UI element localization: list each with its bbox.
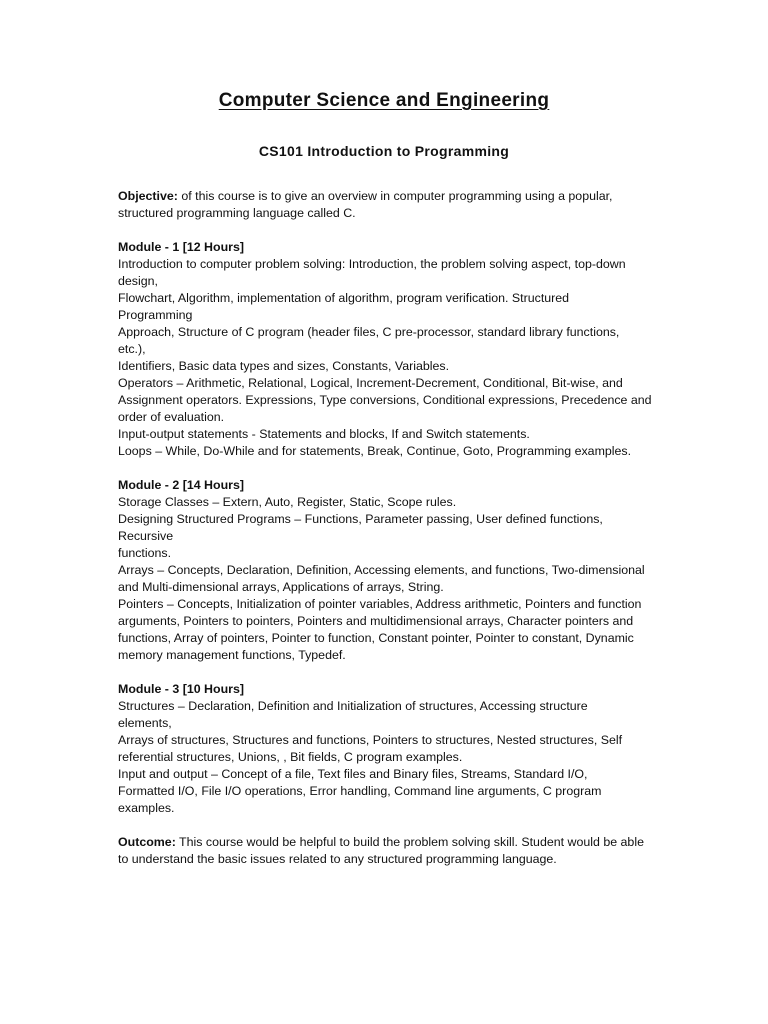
module-2-section bbox=[118, 477, 650, 664]
outcome-line-2: to understand the basic issues related to any structured programming language. bbox=[118, 852, 557, 866]
module-line: and Multi-dimensional arrays, Applications of arrays, String. bbox=[118, 580, 444, 594]
module-line: Pointers – Concepts, Initialization of pointer variables, Address arithmetic, Pointers and function bbox=[118, 597, 642, 611]
module-line: Identifiers, Basic data types and sizes, Constants, Variables. bbox=[118, 359, 450, 373]
module-line: design, bbox=[118, 274, 158, 288]
module-line: referential structures, Unions, , Bit fields, C program examples. bbox=[118, 750, 463, 764]
objective-line-1 bbox=[118, 188, 650, 205]
module-line: Input-output statements - Statements and blocks, If and Switch statements. bbox=[118, 427, 530, 441]
objective-label: Objective: bbox=[118, 189, 178, 203]
module-line: etc.), bbox=[118, 342, 146, 356]
module-line: Assignment operators. Expressions, Type conversions, Conditional expressions, Precedence and bbox=[118, 393, 652, 407]
outcome-line-1 bbox=[118, 834, 650, 851]
module-line: Introduction to computer problem solving: Introduction, the problem solving aspect, top-down bbox=[118, 257, 626, 271]
module-line: Operators – Arithmetic, Relational, Logical, Increment-Decrement, Conditional, Bit-wise, and bbox=[118, 376, 623, 390]
outcome-text: This course would be helpful to build the problem solving skill. Student would be able bbox=[175, 835, 644, 849]
module-line: functions, Array of pointers, Pointer to function, Constant pointer, Pointer to constant, Dynamic bbox=[118, 631, 634, 645]
module-line: Loops – While, Do-While and for statements, Break, Continue, Goto, Programming examples. bbox=[118, 444, 632, 458]
document-body bbox=[118, 188, 650, 885]
module-line: Approach, Structure of C program (header files, C pre-processor, standard library functions, bbox=[118, 325, 620, 339]
module-line: Input and output – Concept of a file, Text files and Binary files, Streams, Standard I/O, bbox=[118, 767, 588, 781]
module-line: Storage Classes – Extern, Auto, Register, Static, Scope rules. bbox=[118, 495, 457, 509]
objective-paragraph bbox=[118, 188, 650, 222]
module-line: order of evaluation. bbox=[118, 410, 225, 424]
module-line: examples. bbox=[118, 801, 175, 815]
module-1-section bbox=[118, 239, 650, 460]
module-1-heading: Module - 1 [12 Hours] bbox=[118, 240, 244, 254]
module-line: functions. bbox=[118, 546, 172, 560]
module-line: Programming bbox=[118, 308, 193, 322]
course-title: CS101 Introduction to Programming bbox=[258, 143, 510, 159]
module-line: Flowchart, Algorithm, implementation of algorithm, program verification. Structured bbox=[118, 291, 570, 305]
module-line: memory management functions, Typedef. bbox=[118, 648, 346, 662]
module-line: Formatted I/O, File I/O operations, Error handling, Command line arguments, C program bbox=[118, 784, 602, 798]
module-line: elements, bbox=[118, 716, 172, 730]
outcome-paragraph bbox=[118, 834, 650, 868]
objective-line-2: structured programming language called C. bbox=[118, 206, 356, 220]
module-line: Recursive bbox=[118, 529, 174, 543]
module-line: Designing Structured Programs – Functions, Parameter passing, User defined functions, bbox=[118, 512, 603, 526]
module-2-heading: Module - 2 [14 Hours] bbox=[118, 478, 244, 492]
module-line: Arrays – Concepts, Declaration, Definition, Accessing elements, and functions, Two-dimensional bbox=[118, 563, 645, 577]
module-line: Structures – Declaration, Definition and Initialization of structures, Accessing structure bbox=[118, 699, 588, 713]
document-title: Computer Science and Engineering bbox=[218, 90, 550, 111]
outcome-label: Outcome: bbox=[118, 835, 176, 849]
module-line: Arrays of structures, Structures and functions, Pointers to structures, Nested structures, Self bbox=[118, 733, 623, 747]
objective-text: of this course is to give an overview in computer programming using a popular, bbox=[177, 189, 613, 203]
module-3-heading: Module - 3 [10 Hours] bbox=[118, 682, 244, 696]
module-3-section bbox=[118, 681, 650, 817]
module-line: arguments, Pointers to pointers, Pointers and multidimensional arrays, Character pointers and bbox=[118, 614, 634, 628]
